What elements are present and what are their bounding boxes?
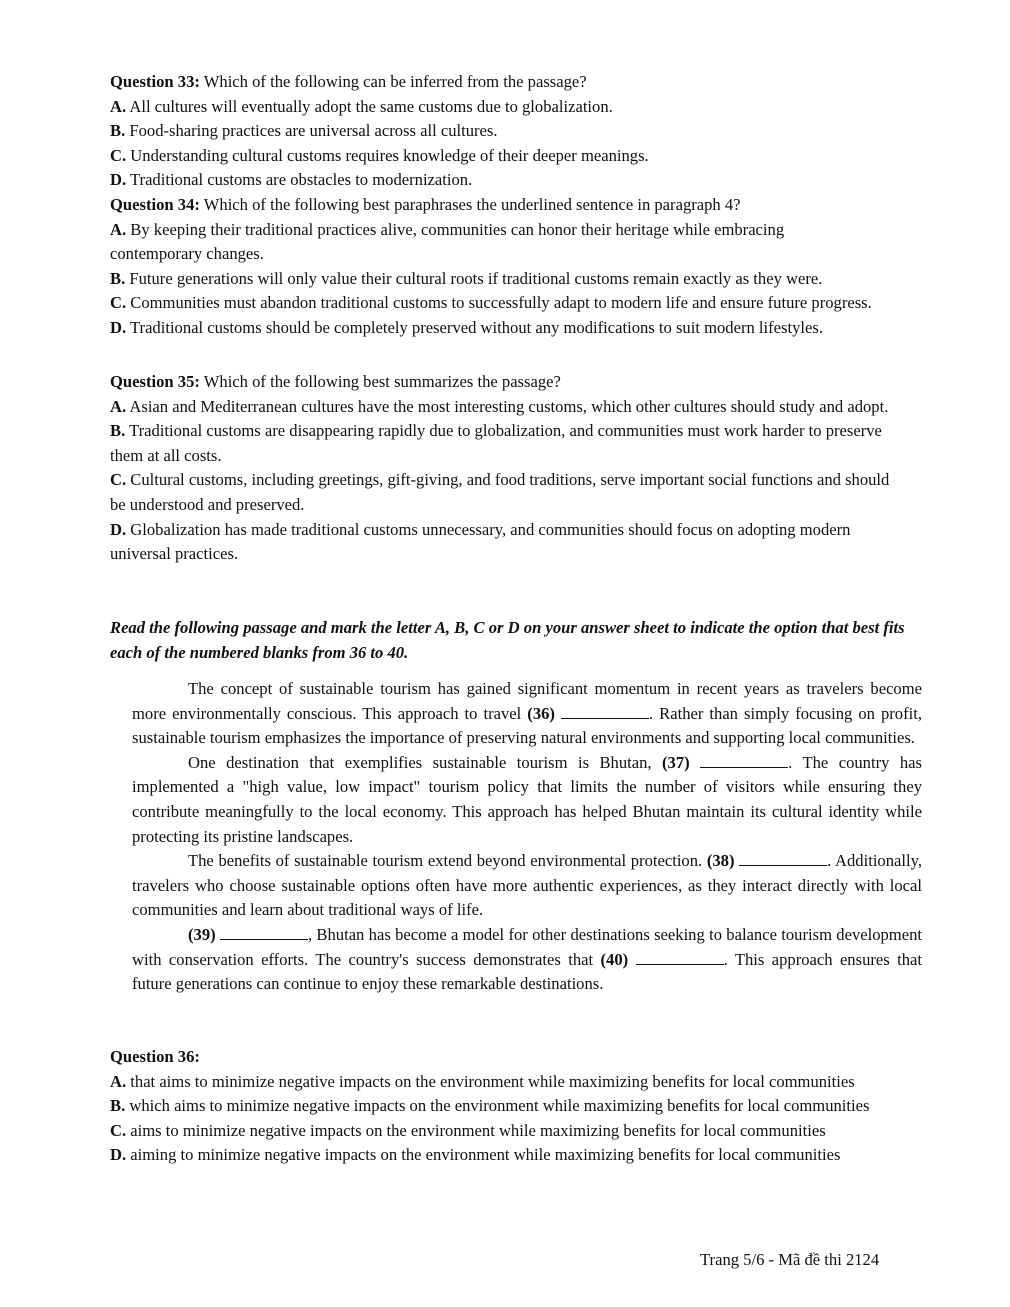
option-34-c: C. Communities must abandon traditional customs to successfully adapt to modern life and ensure future progress.	[110, 293, 872, 313]
option-36-b: B. which aims to minimize negative impacts on the environment while maximizing benefits for local communities	[110, 1096, 870, 1116]
option-33-b: B. Food-sharing practices are universal across all cultures.	[110, 121, 498, 141]
question-36	[110, 1045, 922, 1168]
passage-paragraph-2: One destination that exemplifies sustainable tourism is Bhutan, (37) . The country has implemented a "high value, low impact" tourism policy that limits the number of visitors while ensuring they contribute meaningfully to the local economy. This approach has helped Bhutan maintain its cultural identity while protecting its pristine landscapes.	[132, 752, 922, 846]
blank-39	[220, 925, 308, 940]
question-33-stem: Question 33: Which of the following can be inferred from the passage?	[110, 72, 587, 91]
blank-38-number: (38)	[706, 851, 735, 871]
blank-40-number: (40)	[600, 949, 629, 969]
option-33-a: A. All cultures will eventually adopt the same customs due to globalization.	[110, 96, 613, 116]
question-35	[110, 370, 910, 567]
option-35-d: D. Globalization has made traditional customs unnecessary, and communities should focus on adopting modern universal practices.	[110, 519, 851, 564]
blank-38	[739, 851, 827, 866]
question-36-label: Question 36:	[110, 1047, 200, 1066]
blank-36-number: (36)	[527, 703, 555, 723]
option-34-a: A. By keeping their traditional practices alive, communities can honor their heritage while embracing contemporary changes.	[110, 219, 785, 264]
option-36-a: A. that aims to minimize negative impacts on the environment while maximizing benefits for local communities	[110, 1071, 855, 1091]
option-34-d: D. Traditional customs should be completely preserved without any modifications to suit modern lifestyles.	[110, 317, 823, 337]
question-35-stem: Question 35: Which of the following best summarizes the passage?	[110, 372, 561, 391]
blank-36	[561, 704, 649, 719]
blank-37-number: (37)	[662, 752, 690, 772]
passage-paragraph-1: The concept of sustainable tourism has gained significant momentum in recent years as travelers become more environmentally conscious. This approach to travel (36) . Rather than simply focusing on profit, sustainable tourism emphasizes the importance of preserving natural environments and supporting local communities.	[132, 679, 923, 748]
reading-passage	[132, 677, 922, 997]
passage-paragraph-3: The benefits of sustainable tourism extend beyond environmental protection. (38) . Additionally, travelers who choose sustainable options often have more authentic experiences, as they interact directly with local communities and learn about traditional ways of life.	[132, 851, 922, 920]
blank-37	[700, 753, 788, 768]
option-35-c: C. Cultural customs, including greetings, gift-giving, and food traditions, serve important social functions and should be understood and preserved.	[110, 470, 890, 514]
option-35-b: B. Traditional customs are disappearing rapidly due to globalization, and communities must work harder to preserve them at all costs.	[110, 421, 882, 465]
reading-instruction: Read the following passage and mark the letter A, B, C or D on your answer sheet to indicate the option that best fits each of the numbered blanks from 36 to 40.	[110, 618, 905, 662]
option-33-d: D. Traditional customs are obstacles to modernization.	[110, 170, 473, 190]
option-33-c: C. Understanding cultural customs requires knowledge of their deeper meanings.	[110, 145, 649, 165]
blank-39-number: (39)	[188, 924, 216, 944]
passage-paragraph-4: (39) , Bhutan has become a model for other destinations seeking to balance tourism development with conservation efforts. The country's success demonstrates that (40) . This approach ensures that future generations can continue to enjoy these remarkable destinations.	[132, 924, 922, 994]
question-34-stem: Question 34: Which of the following best paraphrases the underlined sentence in paragraph 4?	[110, 195, 741, 214]
page-footer: Trang 5/6 - Mã đề thi 2124	[700, 1250, 880, 1269]
question-34	[110, 193, 890, 341]
option-36-d: D. aiming to minimize negative impacts on the environment while maximizing benefits for local communities	[110, 1145, 841, 1165]
option-34-b: B. Future generations will only value their cultural roots if traditional customs remain exactly as they were.	[110, 268, 823, 288]
option-35-a: A. Asian and Mediterranean cultures have the most interesting customs, which other cultures should study and adopt.	[110, 396, 889, 416]
question-33	[110, 70, 922, 193]
blank-40	[636, 950, 724, 965]
option-36-c: C. aims to minimize negative impacts on the environment while maximizing benefits for local communities	[110, 1120, 826, 1140]
